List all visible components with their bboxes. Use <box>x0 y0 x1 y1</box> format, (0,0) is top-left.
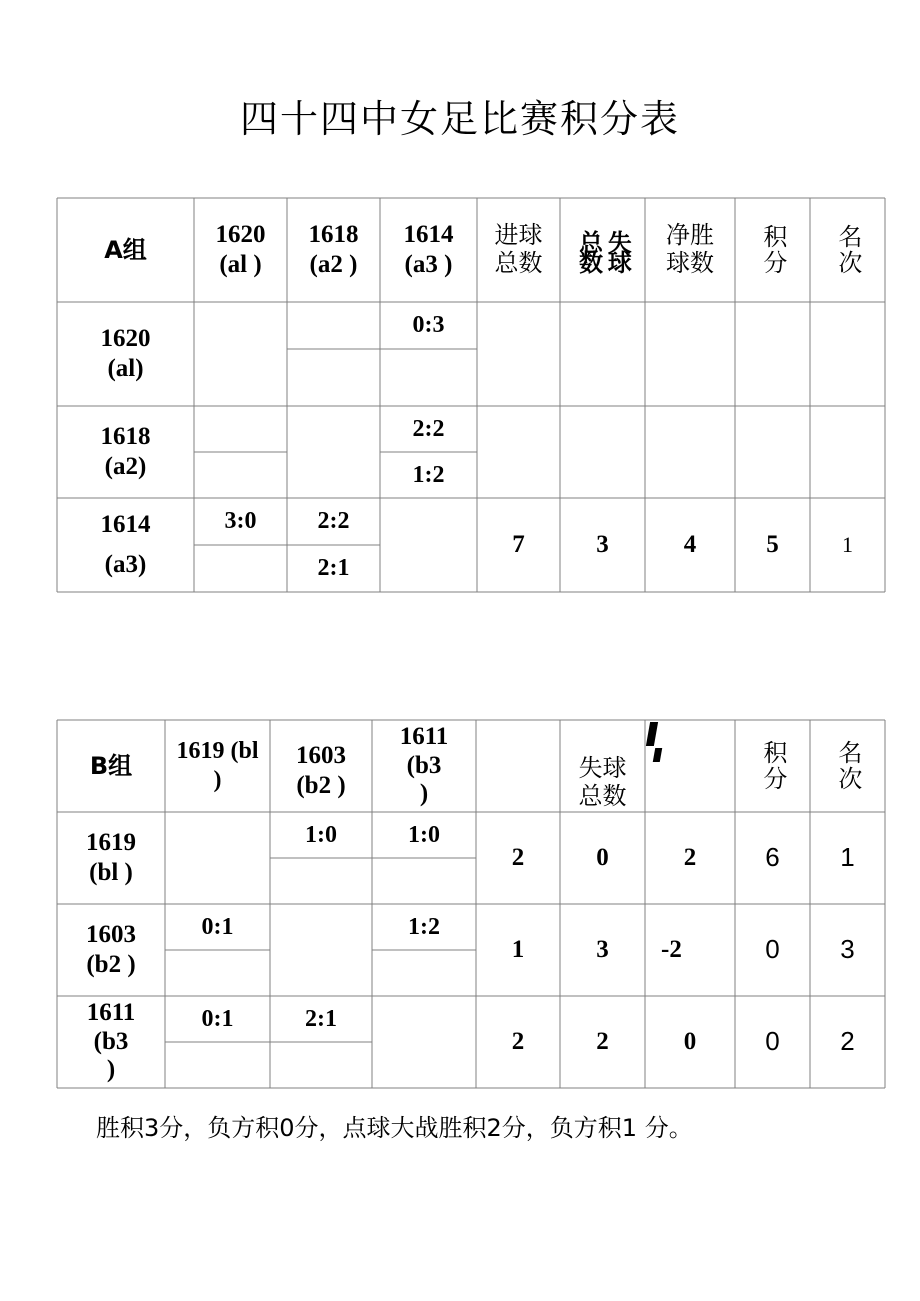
table-a-header-goals-against: 失球 总数 <box>574 230 632 270</box>
table-a-score-1618-vs-1614-first: 2:2 <box>412 415 445 442</box>
table-a-header-goal-diff: 净胜 球数 <box>666 221 714 277</box>
table-b-goals-for-1619: 2 <box>511 844 525 871</box>
table-b-goal-diff-1603: -2 <box>661 936 682 963</box>
table-b-team-1619: 1619 (bl ) <box>86 829 136 886</box>
table-b-rank-1611: 2 <box>840 1026 855 1057</box>
table-b-team-1611: 1611 (b3 ) <box>86 998 136 1084</box>
table-b-header-goals-against: 失球 总数 <box>578 754 627 810</box>
table-b-points-1611: 0 <box>765 1026 780 1057</box>
table-b-goals-against-1619: 0 <box>596 844 609 871</box>
table-b-header-col2: 1603 (b2 ) <box>296 742 346 799</box>
table-b-header-col3: 1611 (b3 ) <box>399 722 449 808</box>
table-b-header-points: 积分 <box>758 740 787 792</box>
table-a-score-1618-vs-1614-second: 1:2 <box>412 461 445 488</box>
table-b-score-1619-vs-1603: 1:0 <box>305 821 337 848</box>
table-a-team-1618: 1618 (a2) <box>100 423 151 480</box>
table-a-header-goals-for: 进球 总数 <box>494 221 543 277</box>
table-b-goals-for-1603: 1 <box>511 936 525 963</box>
table-a-header-col2: 1618 (a2 ) <box>308 221 359 278</box>
table-a-goal-diff-1614: 4 <box>683 531 697 558</box>
table-a-header-rank: 名次 <box>833 224 862 276</box>
table-b-goals-against-1603: 3 <box>596 936 609 963</box>
table-a-score-1614-vs-1618-first: 2:2 <box>317 508 350 535</box>
table-b-points-1603: 0 <box>765 934 780 965</box>
table-b-rank-1619: 1 <box>840 842 855 873</box>
table-b-score-1603-vs-1619: 0:1 <box>201 913 234 940</box>
table-a-score-1614-vs-1618-second: 2:1 <box>317 555 350 582</box>
table-b-goal-diff-1611: 0 <box>683 1028 697 1055</box>
table-b-score-1603-vs-1611: 1:2 <box>408 913 440 940</box>
table-b-score-1611-vs-1603: 2:1 <box>305 1005 337 1032</box>
scoring-rule-note: 胜积3分，负方积0分，点球大战胜积2分，负方积1 分。 <box>96 1114 693 1142</box>
table-a-score-1620-vs-1614: 0:3 <box>412 312 445 339</box>
table-b-goal-diff-1619: 2 <box>683 844 697 871</box>
table-b-score-1611-vs-1619: 0:1 <box>201 1005 234 1032</box>
table-b-header-rank: 名次 <box>833 740 862 792</box>
table-a-header-points: 积分 <box>758 224 787 276</box>
table-b-points-1619: 6 <box>765 842 780 873</box>
table-a-points-1614: 5 <box>766 531 779 558</box>
table-b-goals-for-1611: 2 <box>511 1028 525 1055</box>
table-b-rank-1603: 3 <box>840 934 855 965</box>
page-title: 四十四中女足比赛积分表 <box>239 97 680 141</box>
table-a-team-1620: 1620 (al) <box>100 325 151 382</box>
table-a-goals-against-1614: 3 <box>596 531 609 558</box>
table-b-group-label: B组 <box>89 751 133 780</box>
table-a-rank-1614: 1 <box>842 531 853 557</box>
table-a-team-1614: 1614 (a3) <box>100 511 151 578</box>
table-a-header-col1: 1620 (al ) <box>215 221 266 278</box>
table-a-score-1614-vs-1620: 3:0 <box>224 508 257 535</box>
table-a-group-label: A组 <box>104 235 147 264</box>
table-a-header-col3: 1614 (a3 ) <box>403 221 454 278</box>
table-b-score-1619-vs-1611: 1:0 <box>408 821 440 848</box>
table-b-team-1603: 1603 (b2 ) <box>86 921 136 978</box>
table-a-goals-for-1614: 7 <box>512 531 525 558</box>
table-b-header-col1: 1619 (bl ) <box>176 738 259 793</box>
table-b-goals-against-1611: 2 <box>596 1028 609 1055</box>
